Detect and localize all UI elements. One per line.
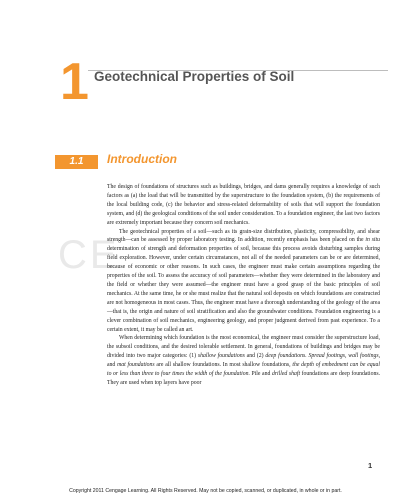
italic-text: shallow foundations [197,353,245,360]
text-run: The geotechnical properties of a soil—such as its grain-size distribution, plasticity, compressibility, and shear strength—can be assessed by proper laboratory testing. In addition, recently emphasis has been placed on the [107,228,380,244]
publisher-watermark: CE [58,233,120,277]
body-text [107,183,380,388]
italic-text: deep foundations. [265,353,307,360]
page-number: 1 [368,461,373,470]
section-number: 1.1 [69,156,84,167]
text-run: Pile and [249,371,272,378]
chapter-title: Geotechnical Properties of Soil [94,69,295,84]
text-run: The design of foundations of structures such as buildings, bridges, and dams generally requires a knowledge of such factors as (a) the load that will be transmitted by the superstructure to the foundation system, (b) the requirements of the local building code, (c) the behavior and stress-related deformability of soils that will support the foundation system, and (d) the geological conditions of the soil under consideration. To a foundation engineer, the last two factors are extremely important because they concern soil mechanics. [107,184,380,226]
text-run: and (2) [244,353,266,360]
text-run: determination of strength and deformation properties of soil, because this process avoids disturbing samples during field exploration. However, under certain circumstances, not all of the needed parameters can be or are determined, because of economic or other reasons. In such cases, the engineer must make certain assumptions regarding the properties of the soil. To assess the accuracy of soil parameters—whether they were determined in the laboratory and the field or whether they were assumed—the engineer must have a good grasp of the basic principles of soil mechanics. At the same time, he or she must realize that the natural soil deposits on which foundations are constructed are not homogeneous in most cases. Thus, the engineer must have a thorough understanding of the geology of the area—that is, the origin and nature of soil stratification and also the groundwater conditions. Foundation engineering is a clever combination of soil mechanics, engineering geology, and proper judgment derived from past experience. To a certain extent, it may be called an art. [107,246,380,333]
italic-text: Spread footings, wall footings, [308,353,381,360]
copyright-notice: Copyright 2011 Cengage Learning. All Rights Reserved. May not be copied, scanned, or duplicated, in whole or in part. [69,488,342,494]
body-paragraph [107,334,380,387]
body-paragraph [107,183,380,228]
italic-text: in situ [365,237,381,244]
text-run: When determining which foundation is the most economical, the engineer must consider the superstructure load, the subsoil conditions, and the desired tolerable settlement. In general, foundations of buildings and bridges may be divided into two major categories: (1) [107,335,380,360]
italic-text: mat foundations [117,362,155,369]
text-run: and [107,362,118,369]
chapter-number: 1 [60,53,89,111]
italic-text: the depth of embedment can be equal to or less than three to four times the width of the foundation. [107,362,380,378]
text-run: are all shallow foundations. In most shallow foundations, [154,362,293,369]
section-title: Introduction [107,152,177,166]
text-run: foundations are deep foundations. They are used when top layers have poor [107,371,381,386]
body-paragraph [107,228,380,335]
italic-text: drilled shaft [271,371,301,378]
